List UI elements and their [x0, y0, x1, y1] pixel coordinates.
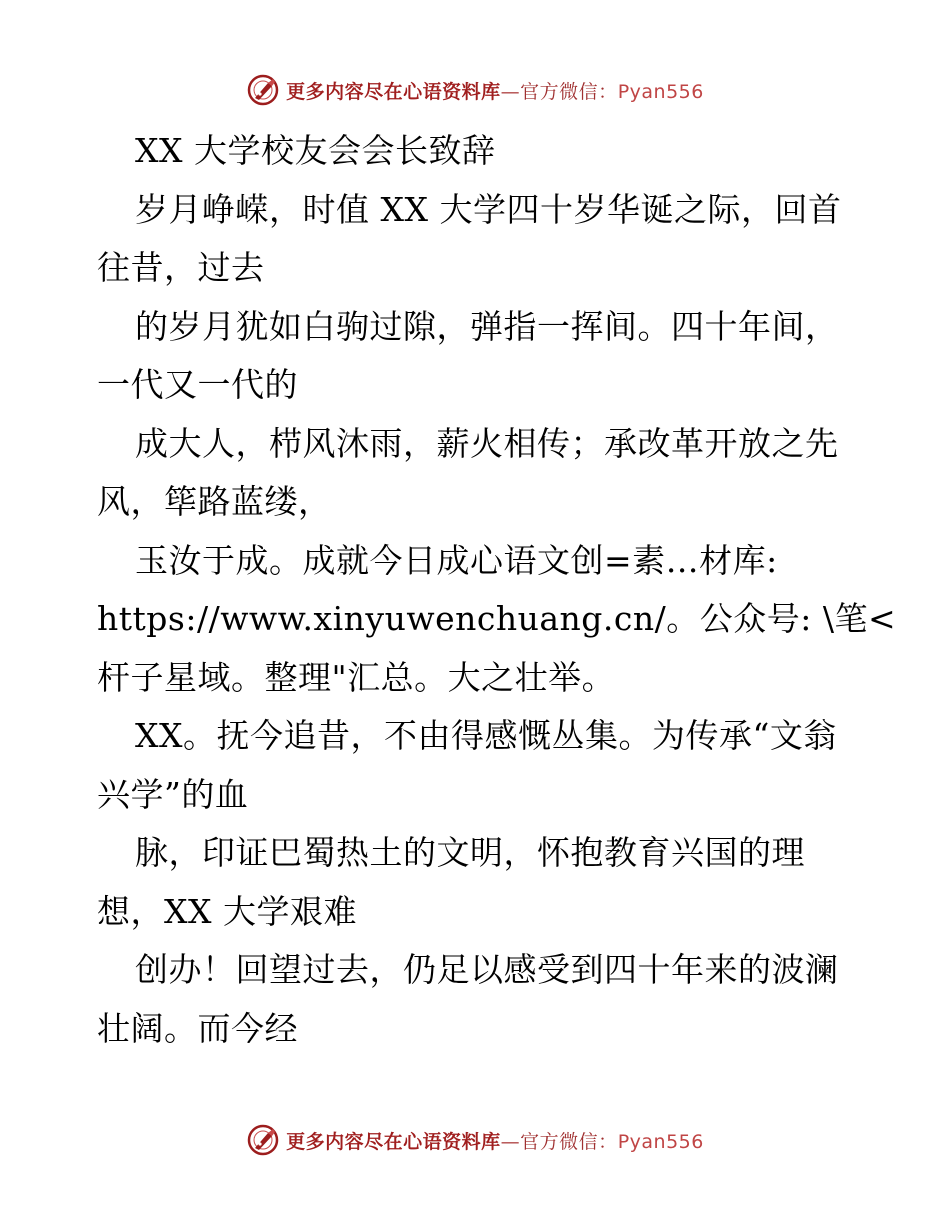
paragraph-line: 脉，印证巴蜀热土的文明，怀抱教育兴国的理	[135, 833, 805, 872]
pen-nib-logo-icon	[246, 1123, 280, 1157]
header-wechat-label: 官方微信：	[520, 80, 618, 103]
header-banner-text	[286, 77, 704, 104]
header-brand-text: 更多内容尽在心语资料库	[286, 80, 501, 103]
paragraph-line: 风，筚路蓝缕，	[97, 482, 332, 521]
document-title: XX 大学校友会会长致辞	[135, 131, 496, 170]
footer-banner-text	[286, 1127, 704, 1154]
header-wechat-id: Pyan556	[617, 80, 704, 103]
paragraph-line: 创办！回望过去，仍足以感受到四十年来的波澜	[135, 950, 839, 989]
pen-nib-logo-icon	[246, 73, 280, 107]
document-body	[97, 122, 897, 1058]
paragraph-line-url: https://www.xinyuwenchuang.cn/。公众号: \笔<	[97, 599, 897, 638]
paragraph-line: 想，XX 大学艰难	[97, 891, 357, 931]
paragraph-line: 玉汝于成。成就今日成心语文创=素…材库:	[135, 540, 778, 580]
footer-brand-text: 更多内容尽在心语资料库	[286, 1130, 501, 1153]
footer-wechat-label: 官方微信：	[520, 1130, 618, 1153]
paragraph-line: 兴学”的血	[97, 774, 249, 814]
paragraph-line: XX。抚今追昔，不由得感慨丛集。为传承“文翁	[135, 716, 837, 755]
paragraph-line: 杆子星域。整理"汇总。大之壮举。	[97, 657, 616, 697]
paragraph-line: 往昔，过去	[97, 248, 265, 287]
header-banner	[0, 72, 950, 108]
footer-wechat-id: Pyan556	[617, 1130, 704, 1153]
footer-separator: —	[500, 1130, 521, 1153]
paragraph-line: 岁月峥嵘，时值 XX 大学四十岁华诞之际，回首	[135, 189, 842, 229]
paragraph-line: 成大人，栉风沐雨，薪火相传；承改革开放之先	[135, 423, 839, 463]
header-separator: —	[500, 80, 521, 103]
paragraph-line: 的岁月犹如白驹过隙，弹指一挥间。四十年间，	[135, 306, 839, 346]
footer-banner	[0, 1122, 950, 1158]
paragraph-line: 一代又一代的	[97, 365, 298, 404]
paragraph-line: 壮阔。而今经	[97, 1008, 298, 1048]
